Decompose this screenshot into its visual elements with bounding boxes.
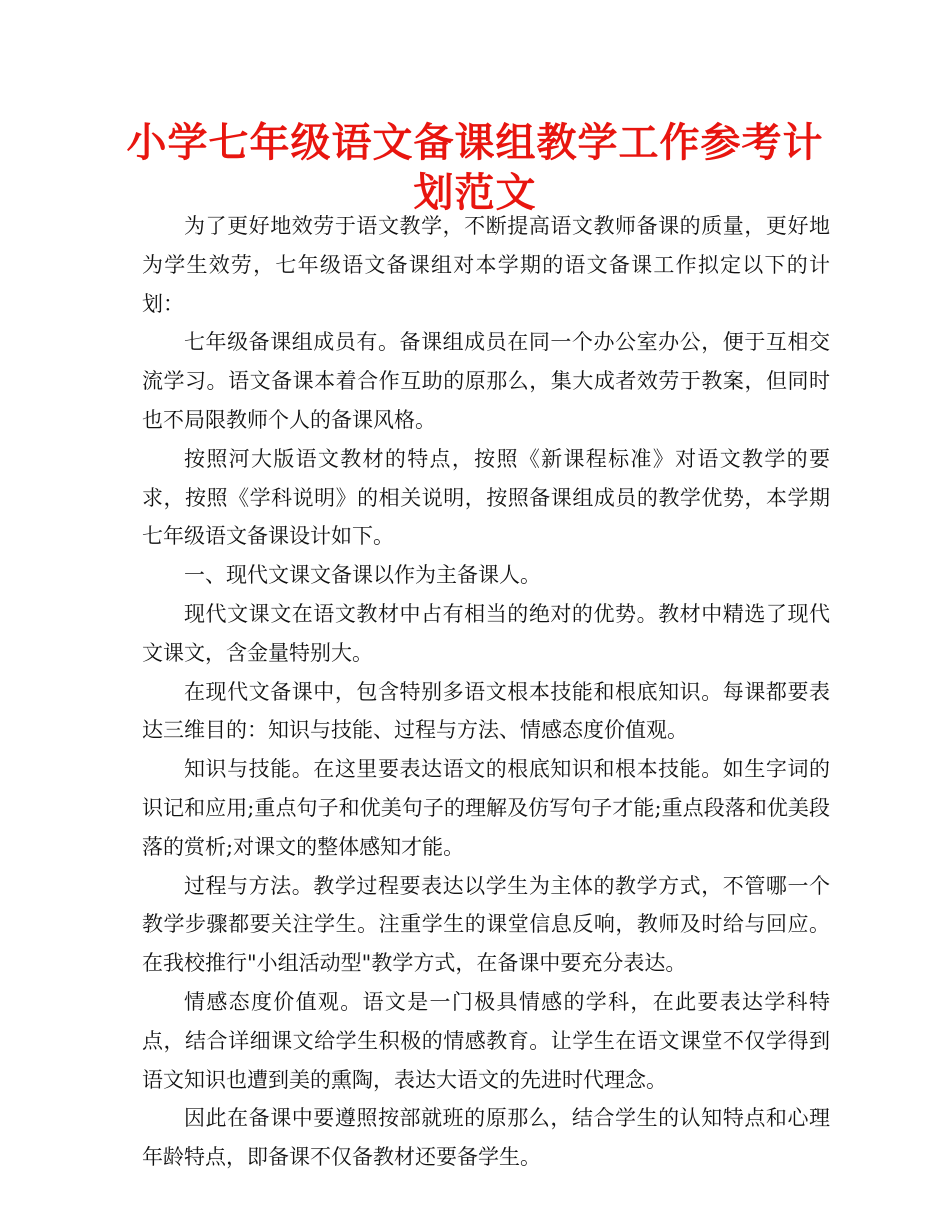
document-title: 小学七年级语文备课组教学工作参考计划范文 [126,120,824,216]
paragraph-conclusion: 因此在备课中要遵照按部就班的原那么，结合学生的认知特点和心理年龄特点，即备课不仅备教材还要备学生。 [142,1106,830,1170]
paragraph-basis: 按照河大版语文教材的特点，按照《新课程标准》对语文教学的要求，按照《学科说明》的相关说明，按照备课组成员的教学优势，本学期七年级语文备课设计如下。 [142,446,830,549]
paragraph-intro: 为了更好地效劳于语文教学，不断提高语文教师备课的质量，更好地为学生效劳，七年级语文备课组对本学期的语文备课工作拟定以下的计划： [142,214,830,316]
paragraph-members: 七年级备课组成员有。备课组成员在同一个办公室办公，便于互相交流学习。语文备课本着合作互助的原那么，集大成者效劳于教案，但同时也不局限教师个人的备课风格。 [142,330,830,432]
paragraph-emotion-values: 情感态度价值观。语文是一门极具情感的学科，在此要表达学科特点，结合详细课文给学生积极的情感教育。让学生在语文课堂不仅学得到语文知识也遭到美的熏陶，表达大语文的先进时代理念。 [142,989,830,1092]
document-body [142,207,830,1177]
paragraph-three-goals: 在现代文备课中，包含特别多语文根本技能和根底知识。每课都要表达三维目的：知识与技能、过程与方法、情感态度价值观。 [142,679,830,743]
paragraph-modern-text: 现代文课文在语文教材中占有相当的绝对的优势。教材中精选了现代文课文，含金量特别大。 [142,601,830,665]
paragraph-knowledge-skills: 知识与技能。在这里要表达语文的根底知识和根本技能。如生字词的识记和应用;重点句子和优美句子的理解及仿写句子才能;重点段落和优美段落的赏析;对课文的整体感知才能。 [142,757,830,859]
paragraph-process-method: 过程与方法。教学过程要表达以学生为主体的教学方式，不管哪一个教学步骤都要关注学生。注重学生的课堂信息反响，教师及时给与回应。在我校推行"小组活动型"教学方式，在备课中要充分表达。 [142,873,830,976]
paragraph-section-heading: 一、现代文课文备课以作为主备课人。 [184,563,541,588]
